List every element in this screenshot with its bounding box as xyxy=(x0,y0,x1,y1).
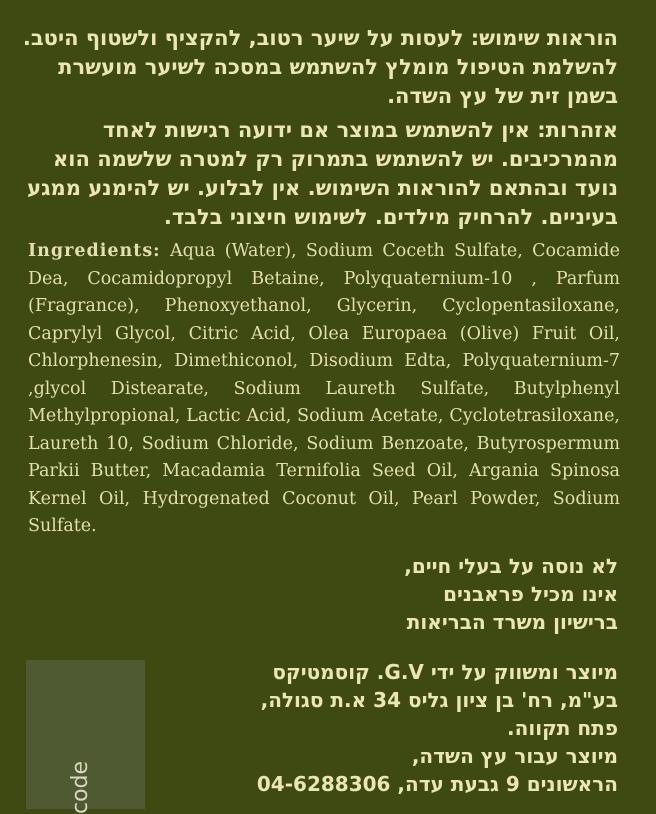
manufacturer-line: הראשונים 9 גבעת עדה, 04-6288306 xyxy=(256,772,618,796)
usage-title: הוראות שימוש: xyxy=(470,26,618,50)
usage-text: לעסות על שיער רטוב, להקציף ולשטוף היטב. להשלמת הטיפול מומלץ להשתמש במסכה לשיער מועשרת בשמן זית של עץ השדה. xyxy=(22,26,618,108)
manufacturer-line: מיוצר עבור עץ השדה, xyxy=(411,744,618,768)
claim-line: ברישיון משרד הבריאות xyxy=(406,610,618,634)
usage-instructions xyxy=(18,24,618,111)
ingredients-list xyxy=(28,238,620,541)
manufacturer-line: בע"מ, רח' בן ציון גליס 34 א.ת סגולה, xyxy=(260,688,618,712)
warnings-text: אין להשתמש במוצר אם ידועה רגישות לאחד מהמרכיבים. יש להשתמש בתמרוק רק למטרה שלשמה הוא נועד ובהתאם להוראות השימוש. אין לבלוע. יש להימנע ממגע בעיניים. להרחיק מילדים. לשימוש חיצוני בלבד. xyxy=(27,118,618,229)
warnings xyxy=(18,116,618,232)
manufacturer-info xyxy=(188,658,618,798)
ingredients-text: Aqua (Water), Sodium Coceth Sulfate, Cocamide Dea, Cocamidopropyl Betaine, Polyquaternium-10 , Parfum (Fragrance), Phenoxyethanol, Glycerin, Cyclopentasiloxane, Caprylyl Glycol, Citric Acid, Olea Europaea (Olive) Fruit Oil, Chlorphenesin, Dimethiconol, Disodium Edta, Polyquaternium-7 ,glycol Distearate, Sodium Laureth Sulfate, Butylphenyl Methylpropional, Lactic Acid, Sodium Acetate, Cyclotetrasiloxane, Laureth 10, Sodium Chloride, Sodium Benzoate, Butyrospermum Parkii Butter, Macadamia Ternifolia Seed Oil, Argania Spinosa Kernel Oil, Hydrogenated Coconut Oil, Pearl Powder, Sodium Sulfate. xyxy=(28,241,620,536)
claim-line: לא נוסה על בעלי חיים, xyxy=(404,554,618,578)
warnings-title: אזהרות: xyxy=(537,118,618,142)
ingredients-label: Ingredients: xyxy=(28,241,161,261)
manufacturer-line: מיוצר ומשווק על ידי G.V. קוסמטיקס xyxy=(272,660,618,684)
product-claims xyxy=(58,552,618,636)
manufacturer-line: פתח תקווה. xyxy=(507,716,618,740)
barcode-caption-text: code xyxy=(68,760,93,814)
claim-line: אינו מכיל פראבנים xyxy=(443,582,618,606)
